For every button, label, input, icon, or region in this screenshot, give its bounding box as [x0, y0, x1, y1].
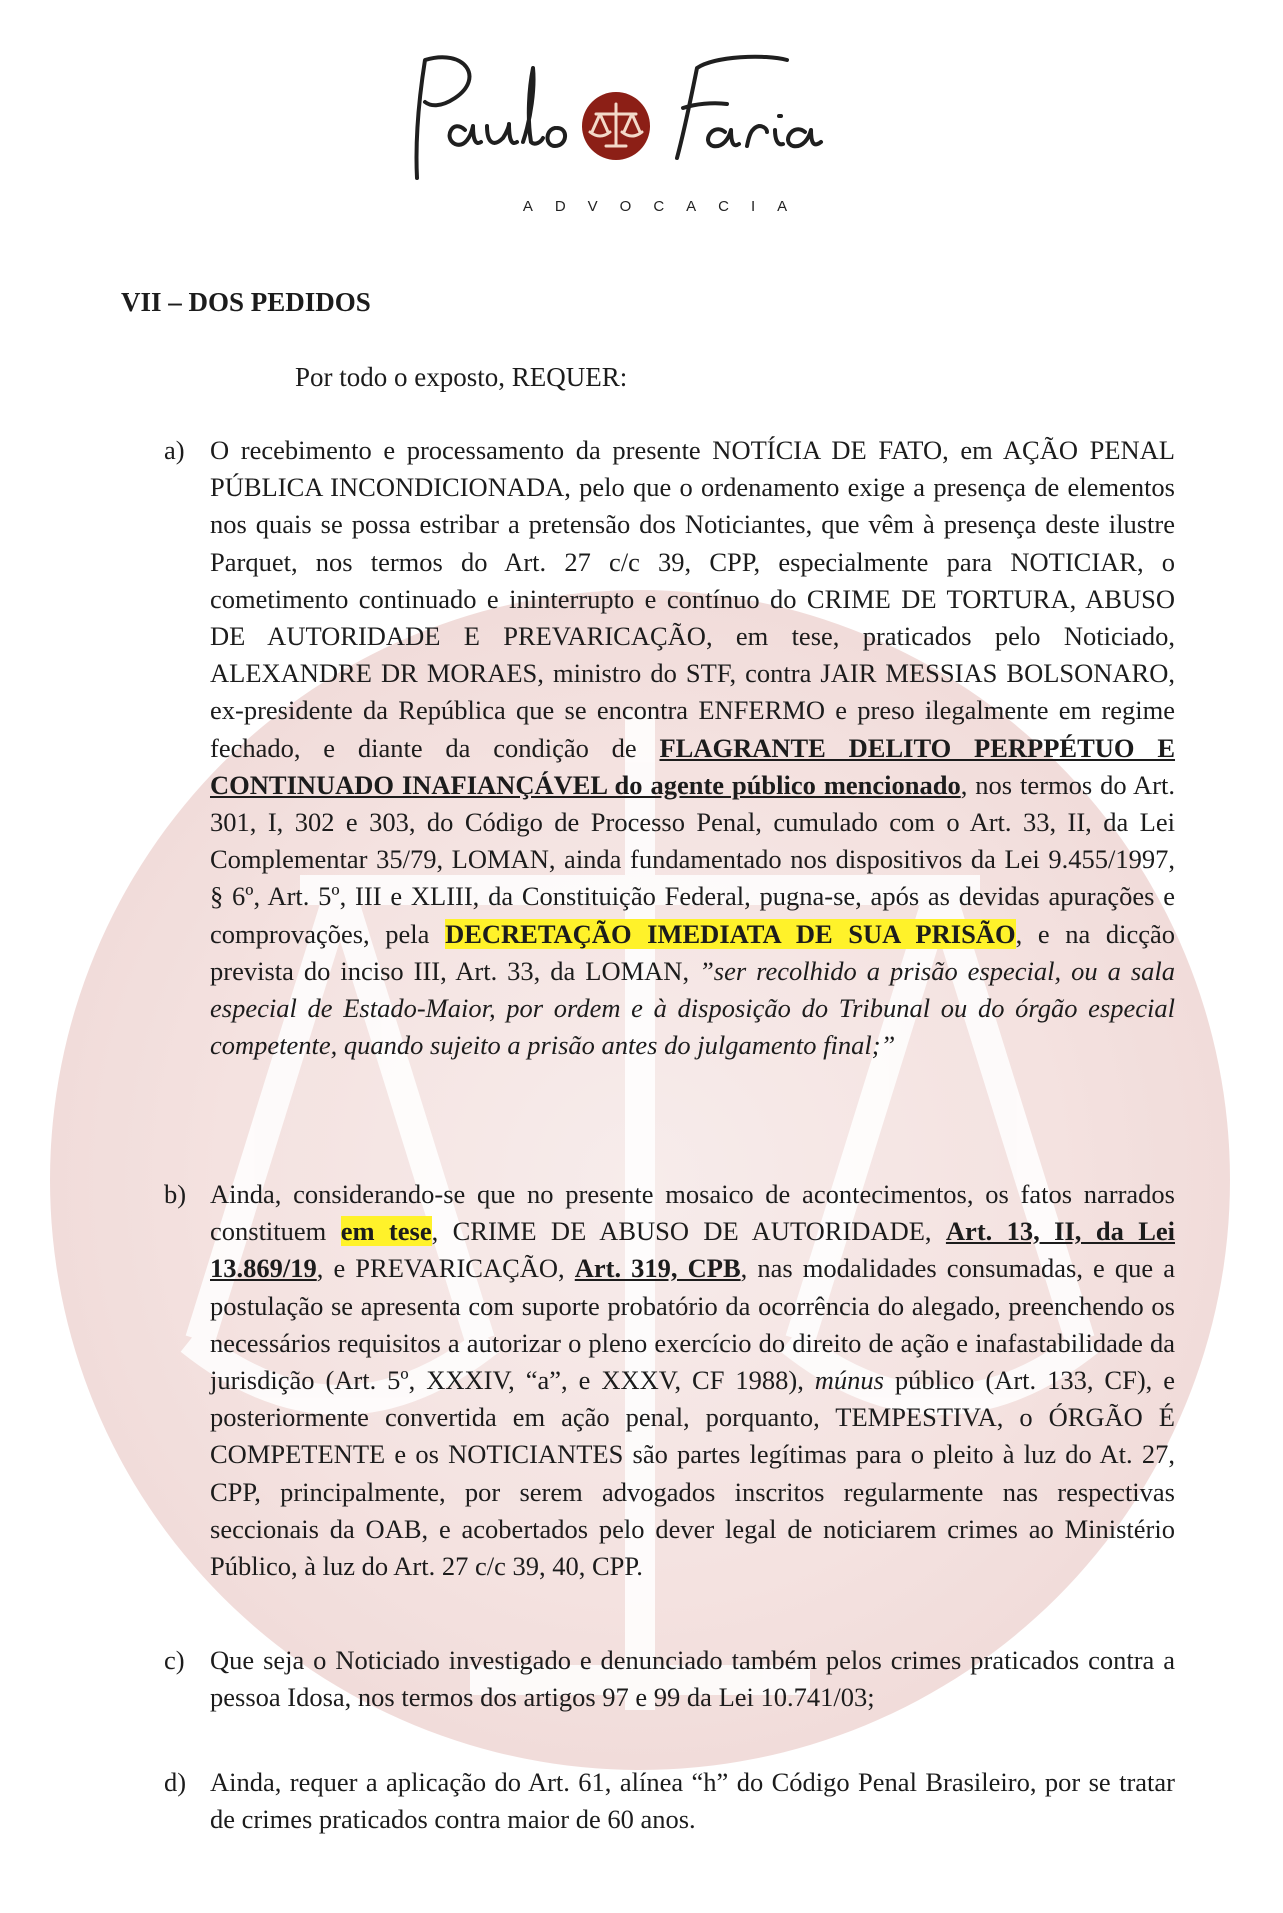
- item-b-highlight: em tese: [340, 1216, 432, 1247]
- item-b-text-3: , e PREVARICAÇÃO,: [316, 1253, 575, 1284]
- item-b-ref-2: Art. 319, CPB: [574, 1253, 741, 1284]
- item-a-flagrante: FLAGRANTE DELITO PERPPÉTUO E CONTINUADO INAFIANÇÁVEL do agente público mencionado: [210, 732, 1176, 800]
- header-logo: [395, 38, 915, 238]
- section-heading: VII – DOS PEDIDOS: [121, 287, 371, 317]
- section-intro: Por todo o exposto, REQUER:: [295, 362, 628, 392]
- item-marker: c): [164, 1645, 185, 1675]
- logo-signature: [395, 38, 915, 198]
- item-marker: d): [164, 1767, 187, 1797]
- request-item-b: [164, 1176, 1175, 1585]
- item-b-text-1: Ainda, considerando-se que no presente mosaico de acontecimentos, os fatos narrados constituem: [210, 1179, 1175, 1247]
- request-item-d: [164, 1764, 1175, 1838]
- item-b-text-4: , nas modalidades consumadas, e que a postulação se apresenta com suporte probatório da ocorrência do alegado, preenchendo os necessários requisitos a autorizar o pleno exercício do direito de ação e inafastabilidade da jurisdição (Art. 5º, XXXIV, “a”, e XXXV, CF 1988),: [210, 1253, 1175, 1396]
- request-item-a: [164, 432, 1175, 1064]
- item-body: [210, 432, 1175, 1064]
- request-item-c: [164, 1642, 1175, 1716]
- item-a-highlight: DECRETAÇÃO IMEDIATA DE SUA PRISÃO: [445, 918, 1016, 949]
- item-b-ref-1: Art. 13, II, da Lei 13.869/19: [210, 1216, 1176, 1284]
- logo-subtitle: ADVOCACIA: [522, 198, 810, 215]
- item-b-text-5: público (Art. 133, CF), e posteriormente convertida em ação penal, porquanto, TEMPESTIVA, o ÓRGÃO É COMPETENTE e os NOTICIANTES são partes legítimas para o pleito à luz do At. 27, CPP, principalmente, por serem advogados inscritos regularmente nas respectivas seccionais da OAB, e acobertados pelo dever legal de noticiarem crimes ao Ministério Público, à luz do Art. 27 c/c 39, 40, CPP.: [210, 1365, 1175, 1582]
- item-a-text-3: , e na dicção prevista do inciso III, Art. 33, da LOMAN,: [210, 918, 1175, 986]
- item-a-text-1: O recebimento e processamento da presente NOTÍCIA DE FATO, em AÇÃO PENAL PÚBLICA INCONDICIONADA, pelo que o ordenamento exige a presença de elementos nos quais se possa estribar a pretensão dos Noticiantes, que vêm à presença deste ilustre Parquet, nos termos do Art. 27 c/c 39, CPP, especialmente para NOTICIAR, o cometimento continuado e ininterrupto e contínuo do CRIME DE TORTURA, ABUSO DE AUTORIDADE E PREVARICAÇÃO, em tese, praticados pelo Noticiado, ALEXANDRE DR MORAES, ministro do STF, contra JAIR MESSIAS BOLSONARO, ex-presidente da República que se encontra ENFERMO e preso ilegalmente em regime fechado, e diante da condição de: [210, 435, 1175, 763]
- item-b-italic: múnus: [814, 1365, 884, 1396]
- item-marker: a): [164, 435, 185, 465]
- item-body: Ainda, requer a aplicação do Art. 61, alínea “h” do Código Penal Brasileiro, por se tratar de crimes praticados contra maior de 60 anos.: [210, 1767, 1175, 1835]
- item-body: Que seja o Noticiado investigado e denunciado também pelos crimes praticados contra a pessoa Idosa, nos termos dos artigos 97 e 99 da Lei 10.741/03;: [210, 1645, 1175, 1713]
- item-marker: b): [164, 1179, 187, 1209]
- item-b-text-2: , CRIME DE ABUSO DE AUTORIDADE,: [431, 1216, 946, 1247]
- item-a-text-2: , nos termos do Art. 301, I, 302 e 303, do Código de Processo Penal, cumulado com o Art. 33, II, da Lei Complementar 35/79, LOMAN, ainda fundamentado nos dispositivos da Lei 9.455/1997, § 6º, Art. 5º, III e XLIII, da Constituição Federal, pugna-se, após as devidas apurações e comprovações, pela: [210, 769, 1175, 949]
- item-a-quote: ”ser recolhido a prisão especial, ou a sala especial de Estado-Maior, por ordem e à disposição do Tribunal ou do órgão especial competente, quando sujeito a prisão antes do julgamento final;”: [210, 955, 1175, 1061]
- item-body: [210, 1176, 1175, 1585]
